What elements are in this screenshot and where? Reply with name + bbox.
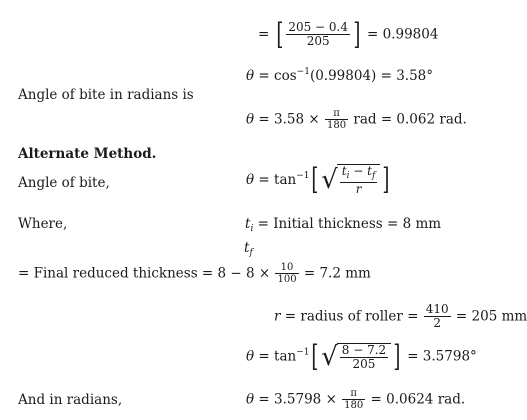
- eq-line-9: = Final reduced thickness = 8 − 8 × $\frac{10}{100}$ = 7.2 mm: [18, 262, 371, 285]
- text-line-3: Angle of bite in radians is: [18, 87, 194, 103]
- fraction: $\frac{205 - 0.4}{205}$: [288, 20, 348, 49]
- eq-line-12: θ = 3.5798 × $\frac{\pi}{180}$ = 0.0624 rad.: [246, 388, 466, 411]
- fraction: $\frac{410}{2}$: [425, 302, 449, 331]
- section-heading: Alternate Method.: [18, 146, 157, 162]
- text-line-7-label: Where,: [18, 216, 68, 232]
- square-root: √ $\frac{t_i - t_f}{r}$: [321, 164, 380, 197]
- right-bracket: ]: [393, 339, 401, 374]
- square-root: √ $\frac{8 - 7.2}{205}$: [321, 343, 391, 372]
- eq-line-1: = [ $\frac{205 - 0.4}{205}$ ] = 0.99804: [258, 17, 439, 52]
- pi-over-180: $\frac{\pi}{180}$: [327, 108, 347, 131]
- text-line-12-label: And in radians,: [18, 392, 123, 408]
- eq-line-4: θ = 3.58 × $\frac{\pi}{180}$ rad = 0.062 rad.: [246, 108, 467, 131]
- eq-line-10: r = radius of roller = $\frac{410}{2}$ = 205 mm: [274, 302, 527, 331]
- eq-line-7: $t_i$ = Initial thickness = 8 mm: [245, 216, 442, 234]
- left-bracket: [: [311, 339, 319, 374]
- eq-line-8: $t_f$: [244, 240, 253, 258]
- text-line-6-label: Angle of bite,: [18, 175, 110, 191]
- left-bracket: [: [311, 162, 319, 198]
- right-bracket: ]: [353, 17, 361, 52]
- eq-line-11: $\theta = \tan^{-1}[√$ $\frac{8 - 7.2}{205}$ ] = 3.5798°: [246, 339, 477, 374]
- eq-line-2: $\theta = \cos^{-1}(0.99804) = 3.58^\circ$: [246, 67, 433, 84]
- eq-line-6: $\theta = \tan^{-1}[√$ $\frac{t_i - t_f}{r}$ ]: [246, 162, 390, 198]
- pi-over-180: $\frac{\pi}{180}$: [344, 388, 364, 411]
- left-bracket: [: [275, 17, 283, 52]
- right-bracket: ]: [382, 162, 390, 198]
- fraction: $\frac{10}{100}$: [277, 262, 297, 285]
